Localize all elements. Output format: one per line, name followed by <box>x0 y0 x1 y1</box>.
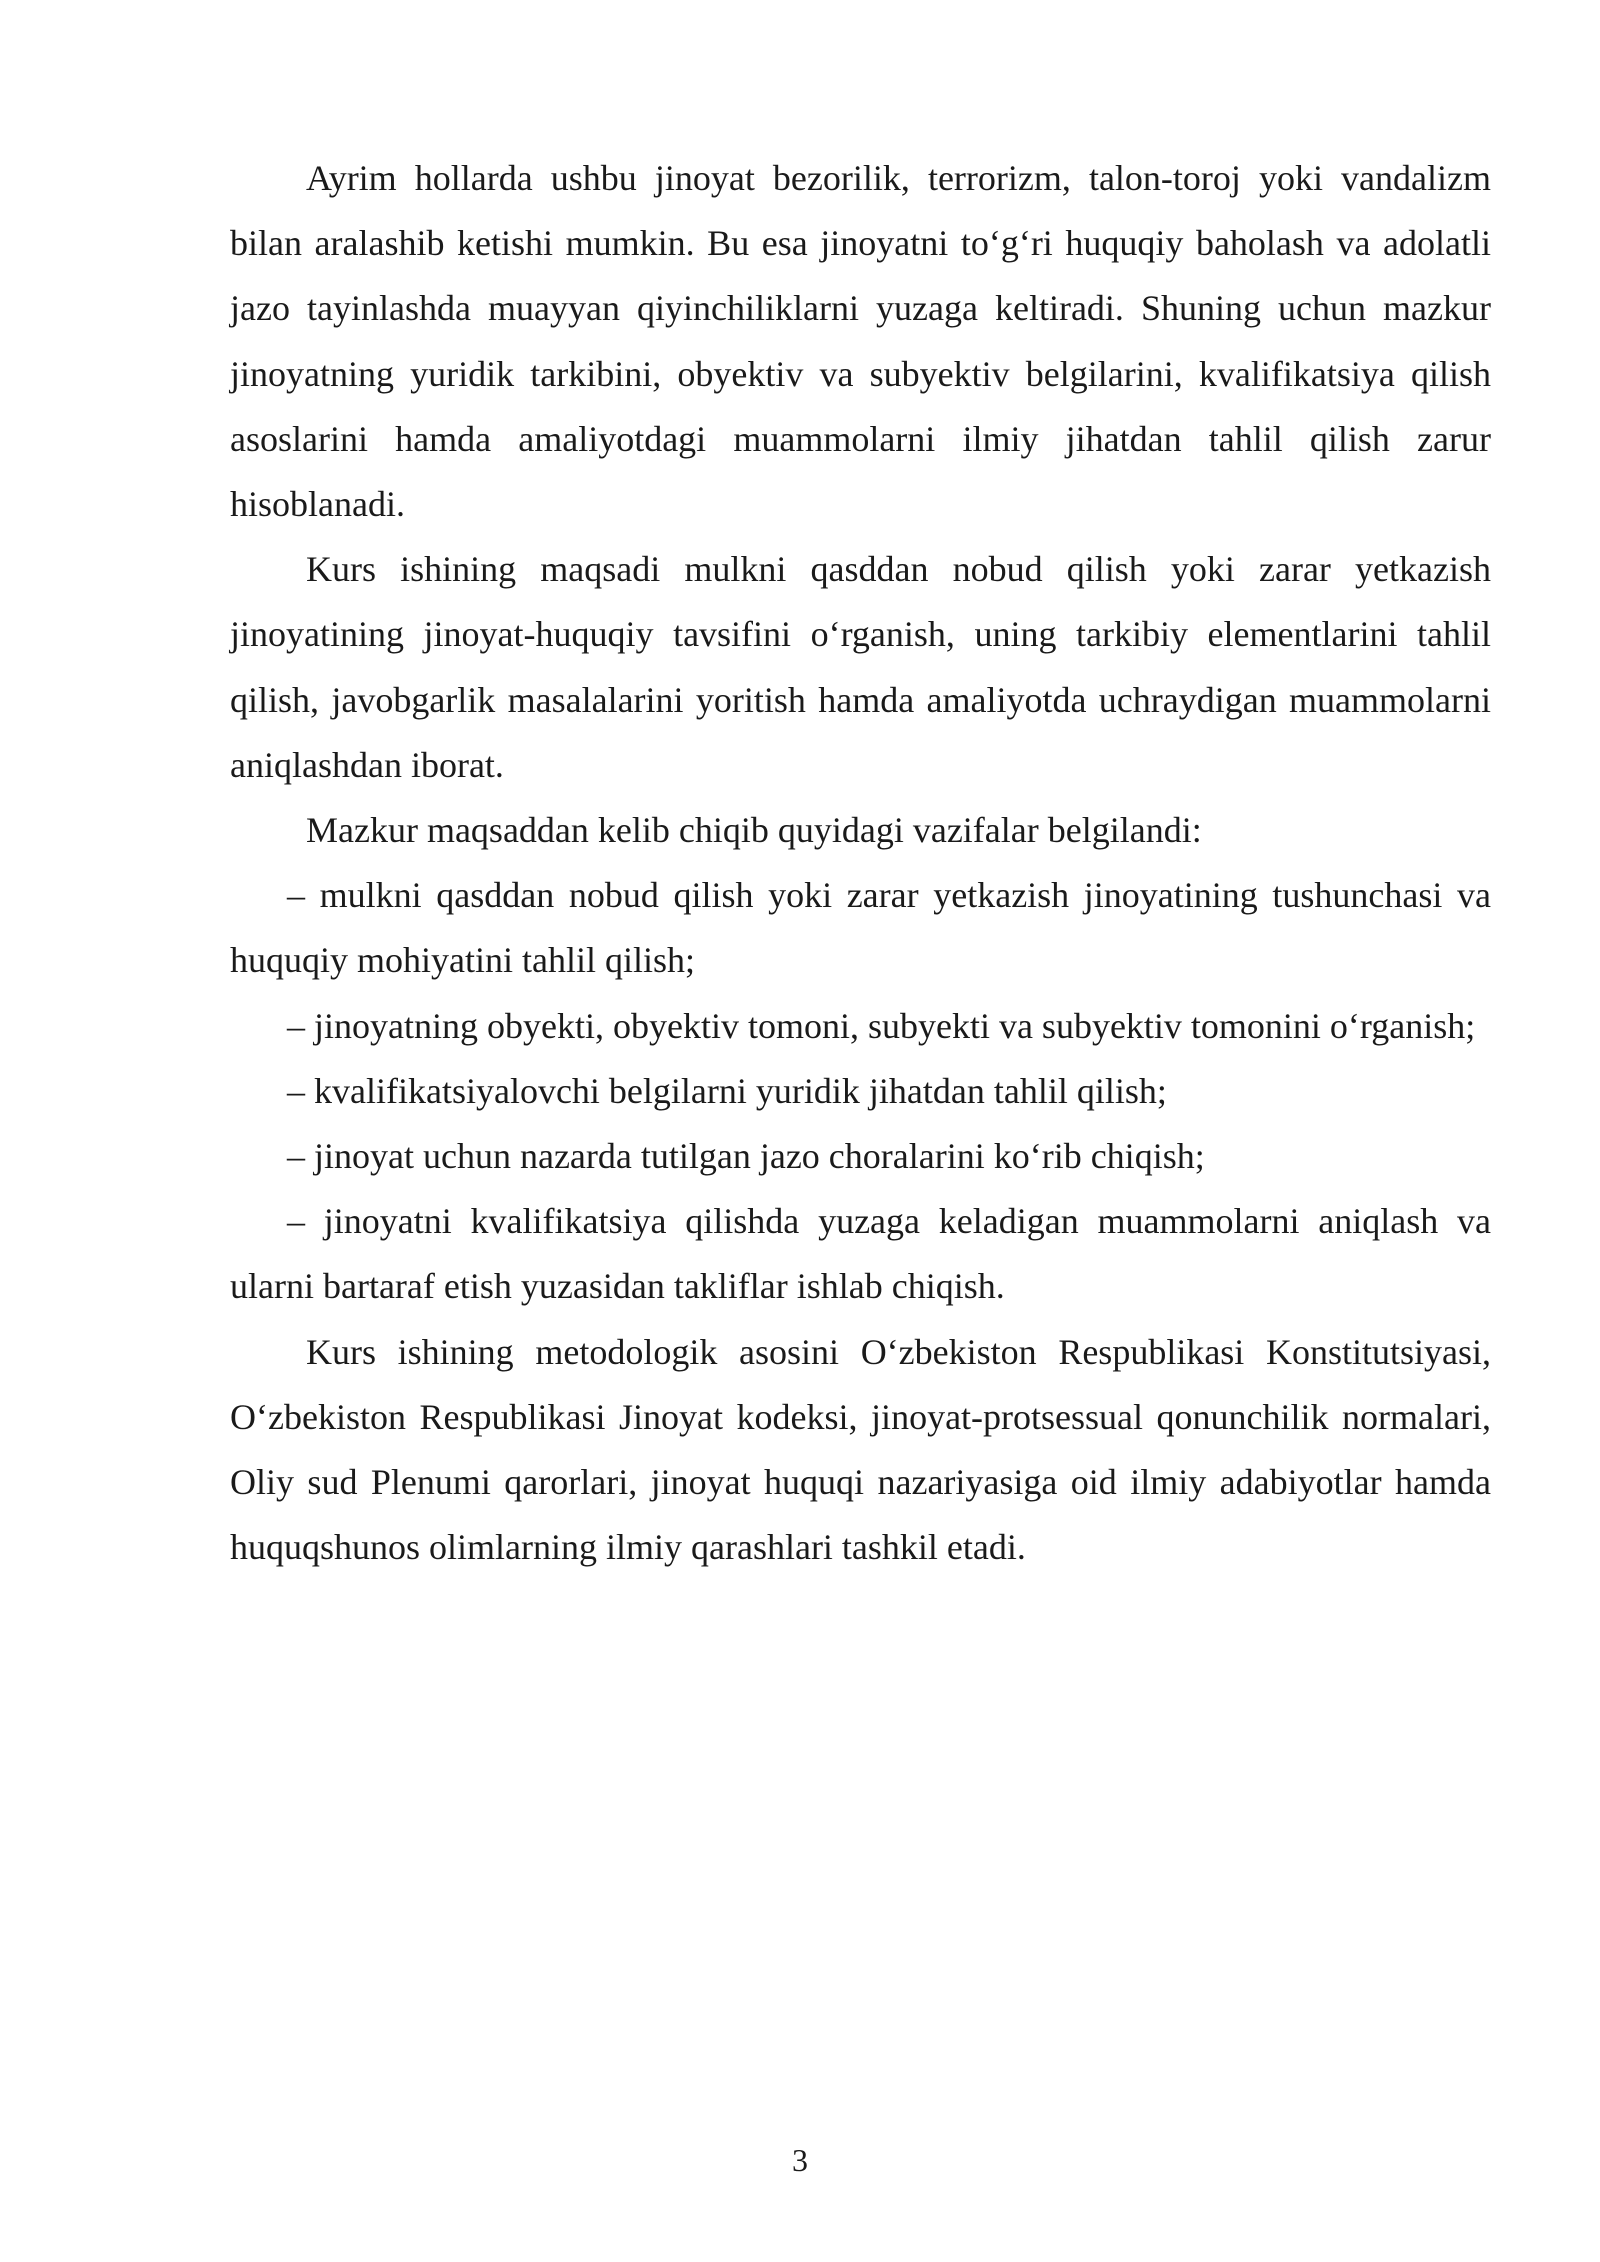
paragraph-introduction: Ayrim hollarda ushbu jinoyat bezorilik, terrorizm, talon-toroj yoki vandalizm bilan aralashib ketishi mumkin. Bu esa jinoyatni to‘g‘ri huquqiy baholash va adolatli jazo tayinlashda muayyan qiyinchiliklarni yuzaga keltiradi. Shuning uchun mazkur jinoyatning yuridik tarkibini, obyektiv va subyektiv belgilarini, kvalifikatsiya qilish asoslarini hamda amaliyotdagi muammolarni ilmiy jihatdan tahlil qilish zarur hisoblanadi. <box>230 158 1491 525</box>
task-item: – jinoyatni kvalifikatsiya qilishda yuzaga keladigan muammolarni aniqlash va ularni bartaraf etish yuzasidan takliflar ishlab chiqish. <box>230 1201 1491 1307</box>
document-body <box>230 146 1491 1580</box>
paragraph-goal: Kurs ishining maqsadi mulkni qasddan nobud qilish yoki zarar yetkazish jinoyatining jinoyat-huquqiy tavsifini o‘rganish, uning tarkibiy elementlarini tahlil qilish, javobgarlik masalalarini yoritish hamda amaliyotda uchraydigan muammolarni aniqlashdan iborat. <box>230 549 1491 785</box>
paragraph-tasks-intro: Mazkur maqsaddan kelib chiqib quyidagi vazifalar belgilandi: <box>306 810 1202 851</box>
page-number: 3 <box>792 2142 808 2178</box>
task-item: – jinoyat uchun nazarda tutilgan jazo choralarini ko‘rib chiqish; <box>287 1136 1205 1177</box>
task-item: – kvalifikatsiyalovchi belgilarni yuridik jihatdan tahlil qilish; <box>287 1070 1167 1111</box>
task-list <box>230 863 1491 1319</box>
paragraph-methodology: Kurs ishining metodologik asosini O‘zbekiston Respublikasi Konstitutsiyasi, O‘zbekiston Respublikasi Jinoyat kodeksi, jinoyat-protsessual qonunchilik normalari, Oliy sud Plenumi qarorlari, jinoyat huquqi nazariyasiga oid ilmiy adabiyotlar hamda huquqshunos olimlarning ilmiy qarashlari tashkil etadi. <box>230 1331 1491 1568</box>
task-item: – mulkni qasddan nobud qilish yoki zarar yetkazish jinoyatining tushunchasi va huquqiy mohiyatini tahlil qilish; <box>230 875 1491 981</box>
task-item: – jinoyatning obyekti, obyektiv tomoni, subyekti va subyektiv tomonini o‘rganish; <box>287 1005 1476 1046</box>
